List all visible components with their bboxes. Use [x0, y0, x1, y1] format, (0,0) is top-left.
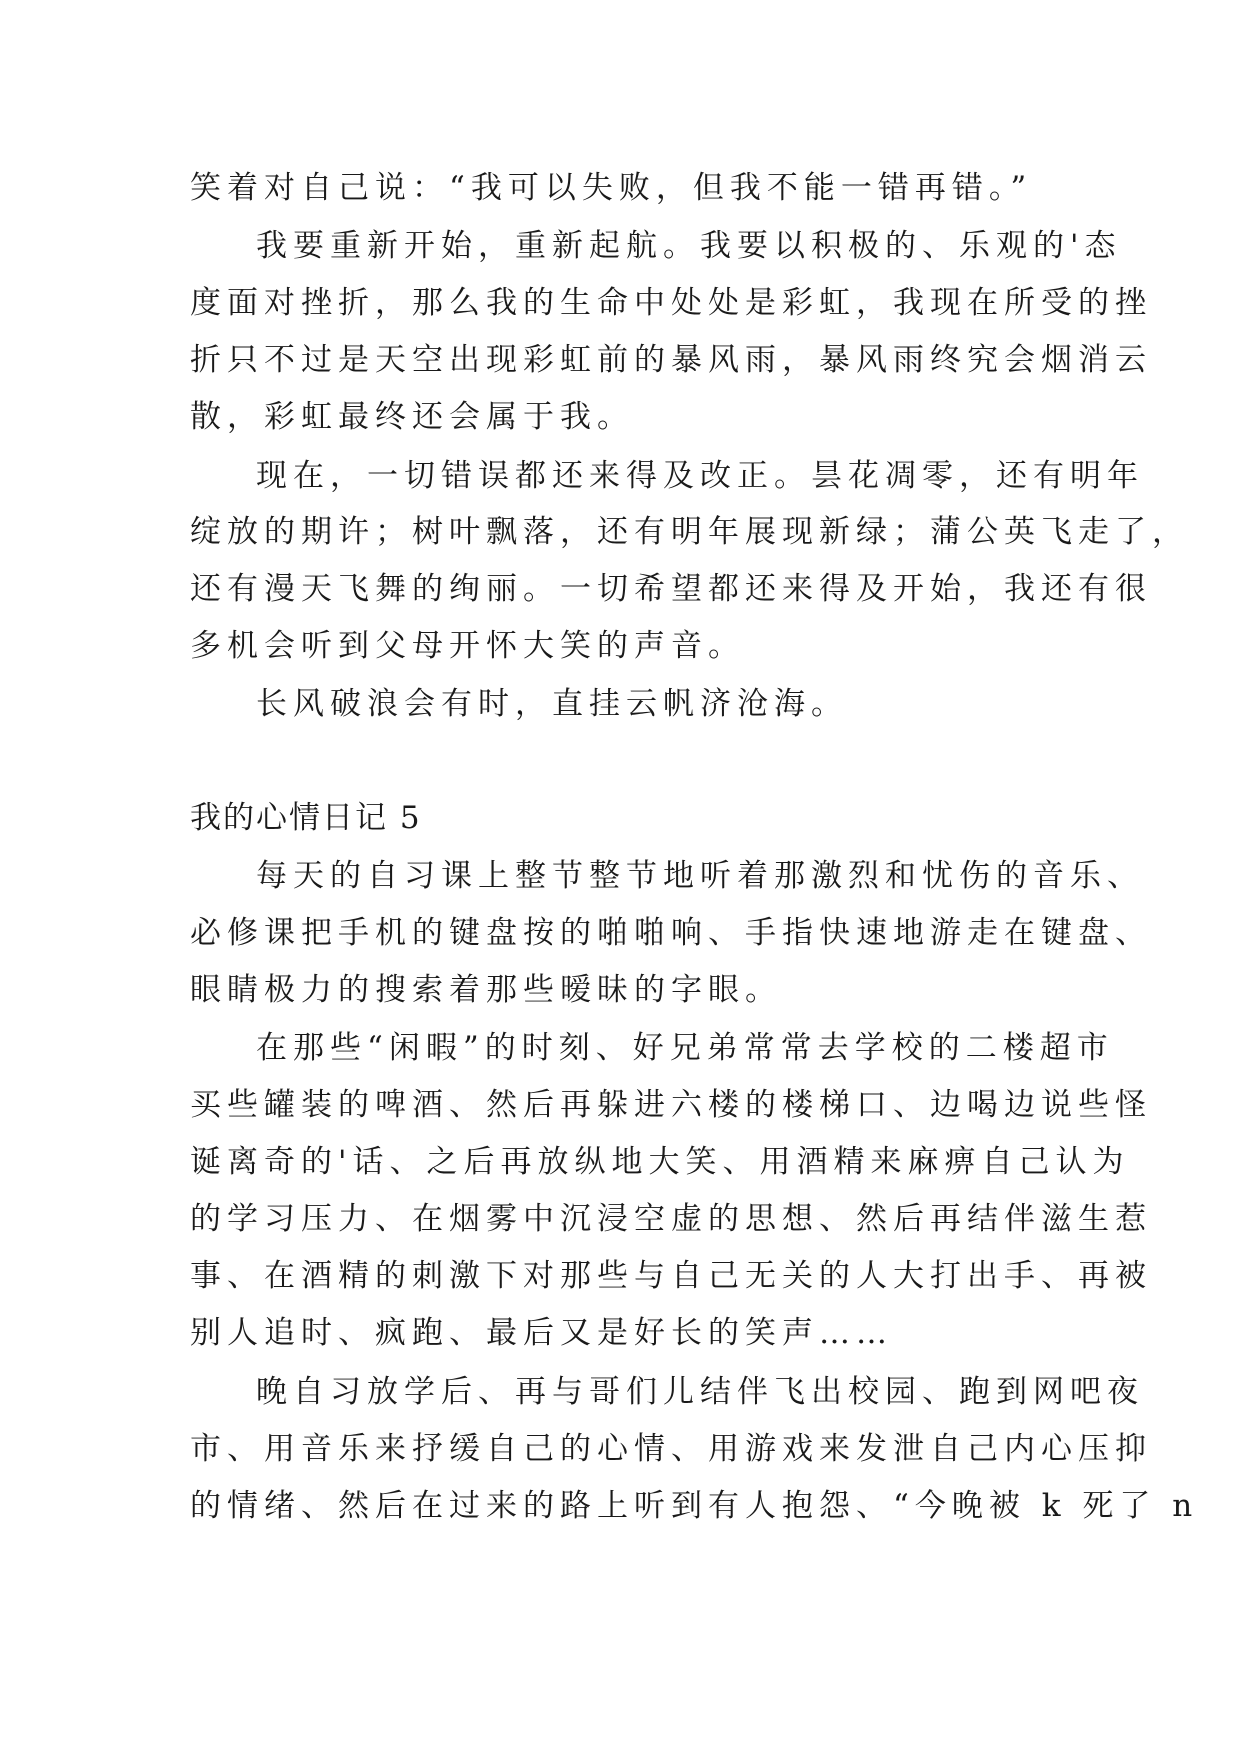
text-line: 的学习压力、在烟雾中沉浸空虚的思想、然后再结伴滋生惹	[190, 1201, 1152, 1237]
paragraph-start-line: 在那些“闲暇”的时刻、好兄弟常常去学校的二楼超市	[256, 1030, 1114, 1066]
text-line: 折只不过是天空出现彩虹前的暴风雨，暴风雨终究会烟消云	[190, 342, 1152, 378]
text-line: 必修课把手机的键盘按的啪啪响、手指快速地游走在键盘、	[190, 915, 1152, 951]
text-line: 笑着对自己说：“我可以失败，但我不能一错再错。”	[190, 170, 1033, 206]
text-line: 别人追时、疯跑、最后又是好长的笑声……	[190, 1315, 893, 1351]
section-heading: 我的心情日记 5	[190, 800, 422, 836]
text-line: 市、用音乐来抒缓自己的心情、用游戏来发泄自己内心压抑	[190, 1431, 1152, 1467]
text-line: 诞离奇的'话、之后再放纵地大笑、用酒精来麻痹自己认为	[190, 1144, 1130, 1180]
paragraph-start-line: 晚自习放学后、再与哥们儿结伴飞出校园、跑到网吧夜	[256, 1374, 1144, 1410]
paragraph-start-line: 我要重新开始，重新起航。我要以积极的、乐观的'态	[256, 228, 1122, 264]
text-line: 的情绪、然后在过来的路上听到有人抱怨、“今晚被 k 死了 n	[190, 1488, 1199, 1524]
text-line: 眼睛极力的搜索着那些暧昧的字眼。	[190, 972, 782, 1008]
paragraph-start-line: 长风破浪会有时，直挂云帆济沧海。	[256, 686, 848, 722]
text-line: 还有漫天飞舞的绚丽。一切希望都还来得及开始，我还有很	[190, 571, 1152, 607]
text-line: 事、在酒精的刺激下对那些与自己无关的人大打出手、再被	[190, 1258, 1152, 1294]
text-line: 多机会听到父母开怀大笑的声音。	[190, 628, 745, 664]
text-line: 买些罐装的啤酒、然后再躲进六楼的楼梯口、边喝边说些怪	[190, 1087, 1152, 1123]
text-line: 度面对挫折，那么我的生命中处处是彩虹，我现在所受的挫	[190, 285, 1152, 321]
paragraph-start-line: 每天的自习课上整节整节地听着那激烈和忧伤的音乐、	[256, 858, 1144, 894]
text-line: 散，彩虹最终还会属于我。	[190, 399, 634, 435]
text-line: 绽放的期许；树叶飘落，还有明年展现新绿；蒲公英飞走了，	[190, 514, 1189, 550]
paragraph-start-line: 现在，一切错误都还来得及改正。昙花凋零，还有明年	[256, 458, 1144, 494]
